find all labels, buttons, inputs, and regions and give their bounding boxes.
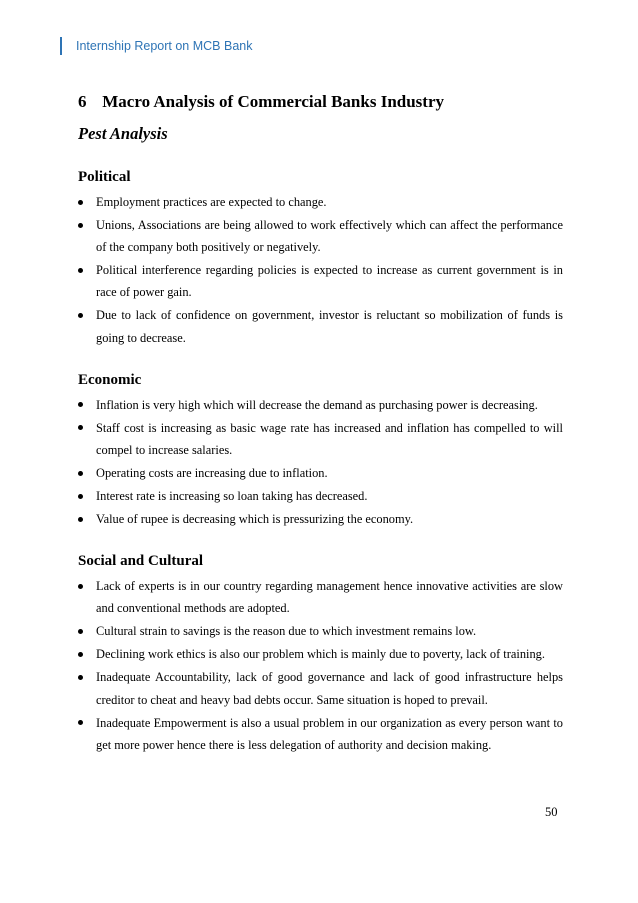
bullet-icon [78, 471, 83, 476]
header-title: Internship Report on MCB Bank [76, 39, 253, 53]
page-number: 50 [545, 805, 558, 819]
list-item-text: Declining work ethics is also our problem which is mainly due to poverty, lack of training. [96, 647, 545, 662]
header-accent-bar [60, 37, 62, 55]
chapter-heading [78, 92, 563, 112]
section-social-cultural [78, 552, 563, 756]
list-item [78, 712, 563, 756]
list-item-text: Interest rate is increasing so loan taking has decreased. [96, 489, 368, 504]
bullet-icon [78, 268, 83, 273]
list-item [78, 485, 563, 507]
list-item [78, 666, 563, 710]
section-subtitle: Pest Analysis [78, 124, 168, 143]
list-item [78, 575, 563, 619]
section-economic [78, 371, 563, 530]
bullet-icon [78, 425, 83, 430]
bullet-icon [78, 584, 83, 589]
list-item [78, 394, 563, 416]
list-item [78, 191, 563, 213]
chapter-title: Macro Analysis of Commercial Banks Industry [102, 92, 445, 111]
bullet-icon [78, 629, 83, 634]
list-item-text: Inflation is very high which will decrease the demand as purchasing power is decreasing. [96, 397, 538, 412]
list-item [78, 643, 563, 665]
list-item-text: Political interference regarding policies is expected to increase as current government is in race of power gain. [96, 263, 563, 300]
list-item [78, 462, 563, 484]
list-item-text: Inadequate Accountability, lack of good governance and lack of good infrastructure helps creditor to cheat and heavy bad debts occur. Same situation is hoped to prevail. [96, 670, 563, 707]
chapter-number: 6 [78, 92, 87, 111]
list-item-text: Cultural strain to savings is the reason due to which investment remains low. [96, 624, 477, 639]
bullet-list [78, 394, 563, 530]
bullet-icon [78, 200, 83, 205]
list-item-text: Staff cost is increasing as basic wage rate has increased and inflation has compelled to will compel to increase salaries. [96, 420, 563, 458]
bullet-icon [78, 223, 83, 228]
list-item-text: Due to lack of confidence on government, investor is reluctant so mobilization of funds is going to decrease. [96, 308, 563, 345]
list-item [78, 214, 563, 258]
section-political [78, 168, 563, 349]
bullet-icon [78, 675, 83, 680]
list-item-text: Operating costs are increasing due to inflation. [96, 466, 328, 481]
bullet-icon [78, 517, 83, 522]
bullet-icon [78, 652, 83, 657]
list-item [78, 508, 563, 530]
list-item [78, 620, 563, 642]
section-title: Social and Cultural [78, 553, 204, 570]
list-item-text: Lack of experts is in our country regarding management hence innovative activities are slow and conventional methods are adopted. [96, 579, 563, 616]
page-header [60, 36, 252, 56]
section-title: Economic [78, 371, 142, 388]
list-item [78, 259, 563, 303]
list-item-text: Inadequate Empowerment is also a usual problem in our organization as every person want to get more power hence there is less delegation of authority and decision making. [96, 715, 563, 752]
list-item [78, 417, 563, 461]
section-title: Political [78, 169, 131, 185]
list-item [78, 304, 563, 348]
bullet-icon [78, 313, 83, 318]
bullet-icon [78, 494, 83, 499]
bullet-icon [78, 720, 83, 725]
list-item-text: Employment practices are expected to change. [96, 195, 327, 209]
document-body [78, 92, 563, 757]
list-item-text: Value of rupee is decreasing which is pressurizing the economy. [96, 512, 414, 527]
bullet-list [78, 575, 563, 756]
bullet-icon [78, 402, 83, 407]
bullet-list [78, 191, 563, 349]
list-item-text: Unions, Associations are being allowed to work effectively which can affect the performance of the company both positively or negatively. [96, 218, 563, 255]
